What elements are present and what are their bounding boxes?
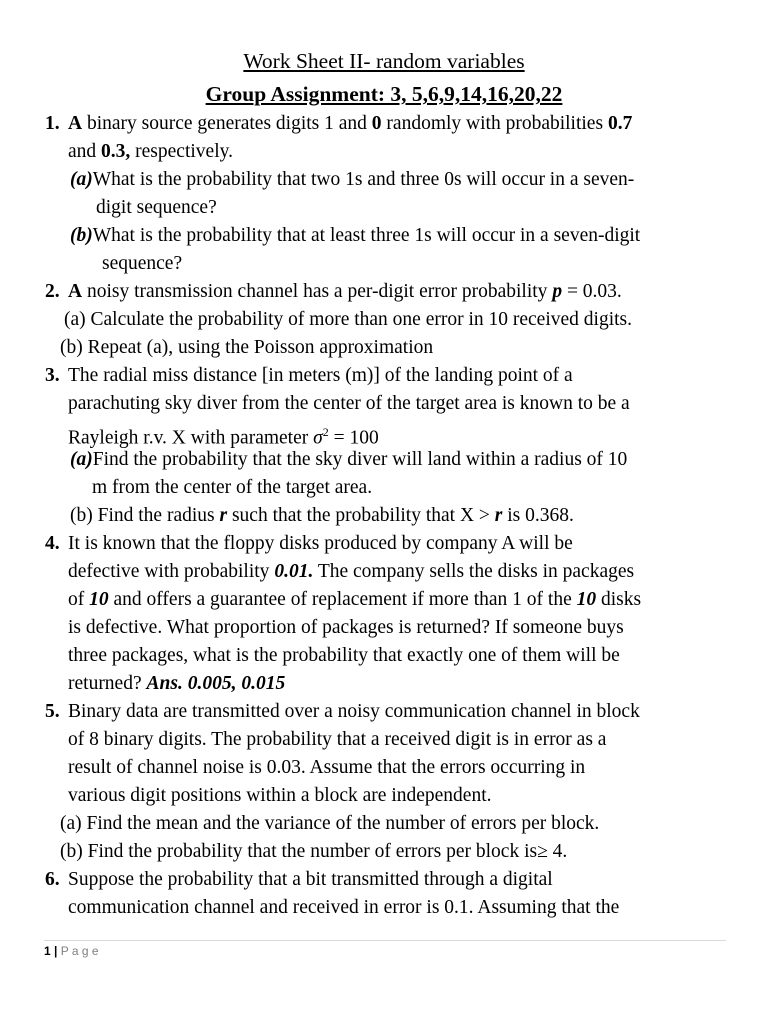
question-number: 5. <box>45 701 60 722</box>
page-footer <box>44 944 99 958</box>
question-text-line: and 0.3, respectively. <box>68 141 233 162</box>
sigma-symbol: σ <box>313 427 323 449</box>
subquestion-b: (b)What is the probability that at least three 1s will occur in a seven-digit <box>70 225 641 246</box>
question-text-line: is defective. What proportion of packages is returned? If someone buys <box>68 617 624 638</box>
question-text-line: It is known that the floppy disks produced by company A will be <box>68 533 573 554</box>
question-text-line: of 8 binary digits. The probability that a received digit is in error as a <box>68 729 607 750</box>
question-number: 1. <box>45 113 60 134</box>
subquestion-a: (a)What is the probability that two 1s and three 0s will occur in a seven- <box>70 169 635 190</box>
question-number: 4. <box>45 533 60 554</box>
subquestion-b: (b) Find the radius r such that the probability that X > r is 0.368. <box>70 505 574 526</box>
question-number: 2. <box>45 281 60 302</box>
subquestion-b: (b) Repeat (a), using the Poisson approximation <box>60 337 434 358</box>
subquestion-b-continued: sequence? <box>102 253 183 274</box>
question-text-line: The radial miss distance [in meters (m)] of the landing point of a <box>68 365 573 386</box>
question-text-line: Binary data are transmitted over a noisy communication channel in block <box>68 701 640 722</box>
page-title: Work Sheet II- random variables <box>243 49 525 73</box>
question-text-line: of 10 and offers a guarantee of replacement if more than 1 of the 10 disks <box>68 589 642 610</box>
subquestion-a: (a)Find the probability that the sky diver will land within a radius of 10 <box>70 449 628 470</box>
question-text-line: Rayleigh r.v. X with parameter $\sigma^2 = 100$ <box>68 425 379 449</box>
subquestion-label: (b) <box>70 225 93 246</box>
question-text-line: defective with probability 0.01. The company sells the disks in packages <box>68 561 635 582</box>
question-number: 6. <box>45 869 60 890</box>
question-text-line: parachuting sky diver from the center of the target area is known to be a <box>68 393 630 414</box>
question-text-line: Suppose the probability that a bit transmitted through a digital <box>68 869 553 890</box>
question-text-line: A noisy transmission channel has a per-digit error probability p = 0.03. <box>68 281 622 302</box>
question-text-line: result of channel noise is 0.03. Assume that the errors occurring in <box>68 757 586 778</box>
subquestion-label: (a) <box>70 449 93 470</box>
question-text-line: three packages, what is the probability that exactly one of them will be <box>68 645 620 666</box>
question-text-line: various digit positions within a block are independent. <box>68 785 492 806</box>
subquestion-a-continued: digit sequence? <box>96 197 217 218</box>
subquestion-a: (a) Calculate the probability of more than one error in 10 received digits. <box>64 309 633 330</box>
subquestion-label: (a) <box>70 169 93 190</box>
page-number: 1 <box>44 944 51 958</box>
question-text-line: returned? Ans. 0.005, 0.015 <box>68 673 286 694</box>
page-word: P a g e <box>60 944 99 958</box>
subquestion-a-continued: m from the center of the target area. <box>92 477 373 498</box>
question-text-line: communication channel and received in error is 0.1. Assuming that the <box>68 897 620 918</box>
answer-text: Ans. 0.005, 0.015 <box>146 673 286 694</box>
page-subtitle: Group Assignment: 3, 5,6,9,14,16,20,22 <box>205 82 563 106</box>
subquestion-b: (b) Find the probability that the number of errors per block is≥ 4. <box>60 841 568 862</box>
question-text-line: A binary source generates digits 1 and 0 randomly with probabilities 0.7 <box>68 113 633 134</box>
subquestion-a: (a) Find the mean and the variance of the number of errors per block. <box>60 813 600 834</box>
footer-divider <box>44 940 726 941</box>
question-number: 3. <box>45 365 60 386</box>
footer-separator: | <box>54 944 58 958</box>
